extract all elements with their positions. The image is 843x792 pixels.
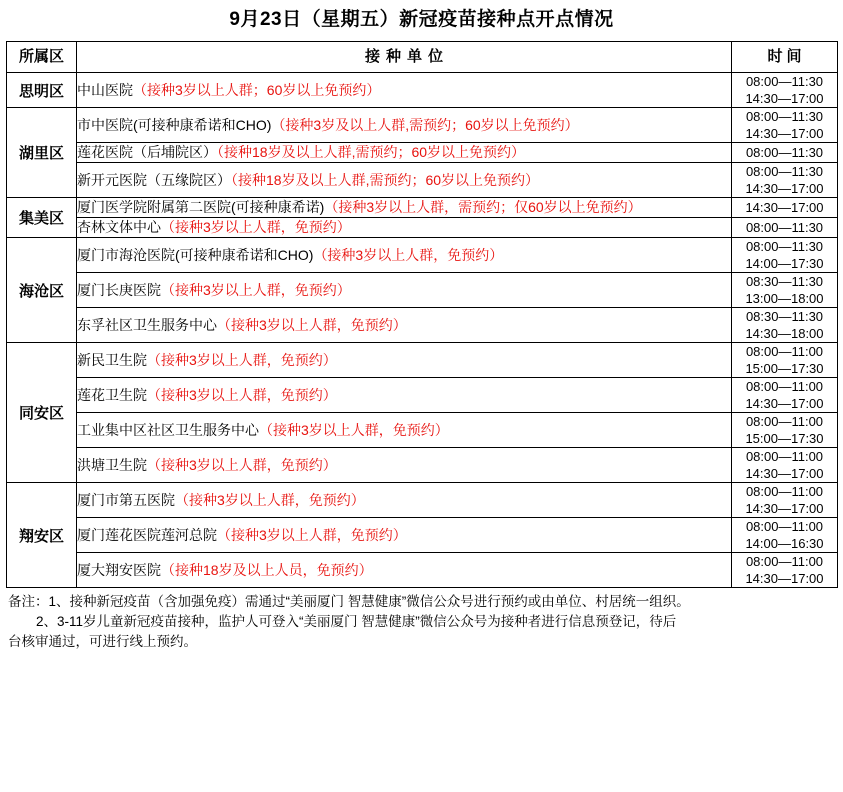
- unit-note: （接种3岁以上人群，免预约）: [217, 316, 407, 333]
- unit-cell: [77, 343, 732, 378]
- unit-name: 工业集中区社区卫生服务中心: [77, 421, 259, 438]
- time-slot: 14:30—17:00: [745, 396, 824, 411]
- unit-note: （接种18岁及以上人群,需预约；60岁以上免预约）: [231, 171, 540, 188]
- time-cell: [732, 238, 838, 273]
- time-cell: [732, 413, 838, 448]
- district-cell: 集美区: [7, 198, 77, 238]
- unit-note: （接种3岁以上人群，需预约；仅60岁以上免预约）: [324, 199, 642, 215]
- time-slot: 08:00—11:00: [745, 379, 824, 394]
- table-row: [7, 553, 838, 588]
- time-cell: [732, 73, 838, 108]
- time-slot: 08:00—11:00: [745, 519, 824, 534]
- time-slot: 08:00—11:00: [745, 449, 824, 464]
- unit-note: （接种3岁以上人群，免预约）: [147, 386, 337, 403]
- table-row: [7, 448, 838, 483]
- district-cell: 同安区: [7, 343, 77, 483]
- unit-cell: [77, 198, 732, 218]
- unit-cell: [77, 238, 732, 273]
- unit-note: （接种3岁以上人群，免预约）: [161, 281, 351, 298]
- column-header-district: 所属区: [7, 42, 77, 73]
- footnote-2: 2、3-11岁儿童新冠疫苗接种，监护人可登入“美丽厦门 智慧健康”微信公众号为接种者进行信息预登记，待后: [36, 614, 677, 629]
- unit-note: （接种3岁以上人群，免预约）: [217, 526, 407, 543]
- time-slot: 14:00—17:30: [745, 256, 824, 271]
- district-cell: 翔安区: [7, 483, 77, 588]
- unit-name: 东孚社区卫生服务中心: [77, 316, 217, 333]
- unit-cell: [77, 273, 732, 308]
- unit-name: 莲花医院（后埔院区）: [77, 144, 217, 160]
- time-cell: [732, 273, 838, 308]
- unit-note: （接种3岁以上人群，免预约）: [161, 219, 351, 235]
- time-cell: [732, 308, 838, 343]
- time-slot: 14:30—17:00: [745, 91, 824, 106]
- time-slot: 08:00—11:30: [745, 239, 824, 254]
- unit-note: （接种3岁以上人群，免预约）: [175, 491, 365, 508]
- table-row: [7, 198, 838, 218]
- footnote-3: 台核审通过，可进行线上预约。: [8, 634, 197, 649]
- time-slot: 08:00—11:00: [745, 344, 824, 359]
- time-slot: 14:30—17:00: [745, 466, 824, 481]
- time-cell: [732, 553, 838, 588]
- unit-name: 厦门医学院附属第二医院(可接种康希诺): [77, 199, 325, 215]
- table-row: [7, 308, 838, 343]
- time-slot: 08:00—11:30: [745, 220, 824, 235]
- table-row: [7, 483, 838, 518]
- table-row: [7, 273, 838, 308]
- time-slot: 08:30—11:30: [745, 274, 824, 289]
- time-slot: 13:00—18:00: [745, 291, 824, 306]
- unit-note: （接种3岁以上人群，免预约）: [313, 246, 504, 263]
- unit-name: 莲花卫生院: [77, 386, 147, 403]
- table-row: [7, 238, 838, 273]
- time-slot: 14:30—17:00: [745, 181, 824, 196]
- time-slot: 14:30—17:00: [745, 571, 824, 586]
- unit-cell: [77, 413, 732, 448]
- time-slot: 08:00—11:00: [745, 554, 824, 569]
- unit-name: 厦门长庚医院: [77, 281, 161, 298]
- time-cell: [732, 378, 838, 413]
- district-cell: 海沧区: [7, 238, 77, 343]
- time-slot: 08:00—11:00: [745, 414, 824, 429]
- unit-note: （接种3岁以上人群，免预约）: [147, 351, 337, 368]
- table-row: [7, 378, 838, 413]
- unit-cell: [77, 378, 732, 413]
- time-slot: 14:30—17:00: [745, 501, 824, 516]
- time-slot: 08:00—11:30: [745, 109, 824, 124]
- time-cell: [732, 143, 838, 163]
- district-cell: 湖里区: [7, 108, 77, 198]
- table-row: [7, 163, 838, 198]
- unit-note: （接种3岁及以上人群,需预约；60岁以上免预约）: [271, 116, 579, 133]
- time-cell: [732, 343, 838, 378]
- footnote-1: 备注：1、接种新冠疫苗（含加强免疫）需通过“美丽厦门 智慧健康”微信公众号进行预约或由单位、村居统一组织。: [8, 594, 690, 609]
- unit-note: （接种18岁及以上人群,需预约；60岁以上免预约）: [217, 144, 526, 160]
- table-body: [7, 73, 838, 588]
- time-slot: 08:00—11:30: [745, 164, 824, 179]
- unit-note: （接种18岁及以上人员，免预约）: [161, 561, 373, 578]
- unit-note: （接种3岁以上人群，免预约）: [147, 456, 337, 473]
- unit-cell: [77, 308, 732, 343]
- footnotes: [6, 588, 837, 652]
- table-row: [7, 343, 838, 378]
- unit-cell: [77, 483, 732, 518]
- unit-name: 厦门市第五医院: [77, 491, 175, 508]
- table-row: [7, 413, 838, 448]
- unit-name: 新开元医院（五缘院区）: [77, 171, 231, 188]
- unit-name: 洪塘卫生院: [77, 456, 147, 473]
- table-row: [7, 73, 838, 108]
- time-slot: 14:30—18:00: [745, 326, 824, 341]
- unit-cell: [77, 143, 732, 163]
- vaccination-schedule-table: [6, 41, 838, 588]
- table-header: [7, 42, 838, 73]
- unit-cell: [77, 218, 732, 238]
- unit-cell: [77, 448, 732, 483]
- table-row: [7, 108, 838, 143]
- time-slot: 15:00—17:30: [745, 361, 824, 376]
- table-row: [7, 518, 838, 553]
- time-cell: [732, 218, 838, 238]
- unit-name: 市中医院(可接种康希诺和CHO): [77, 116, 272, 133]
- unit-name: 杏林文体中心: [77, 219, 161, 235]
- unit-name: 厦大翔安医院: [77, 561, 161, 578]
- time-cell: [732, 198, 838, 218]
- unit-name: 新民卫生院: [77, 351, 147, 368]
- time-cell: [732, 518, 838, 553]
- column-header-time: 时间: [732, 42, 838, 73]
- unit-cell: [77, 73, 732, 108]
- page-title: 9月23日（星期五）新冠疫苗接种点开点情况: [229, 9, 614, 30]
- unit-cell: [77, 553, 732, 588]
- time-slot: 08:00—11:30: [745, 74, 824, 89]
- unit-note: （接种3岁以上人群，免预约）: [259, 421, 449, 438]
- table-header-row: [7, 42, 838, 73]
- time-cell: [732, 448, 838, 483]
- time-slot: 14:30—17:00: [745, 126, 824, 141]
- unit-cell: [77, 163, 732, 198]
- unit-name: 厦门莲花医院莲河总院: [77, 526, 217, 543]
- unit-name: 厦门市海沧医院(可接种康希诺和CHO): [77, 246, 314, 263]
- column-header-unit: 接种单位: [77, 42, 732, 73]
- table-row: [7, 143, 838, 163]
- time-slot: 15:00—17:30: [745, 431, 824, 446]
- time-cell: [732, 163, 838, 198]
- unit-name: 中山医院: [77, 81, 133, 98]
- unit-cell: [77, 518, 732, 553]
- time-slot: 14:00—16:30: [745, 536, 824, 551]
- time-cell: [732, 108, 838, 143]
- time-slot: 08:00—11:00: [745, 484, 824, 499]
- district-cell: 思明区: [7, 73, 77, 108]
- time-slot: 14:30—17:00: [745, 200, 824, 215]
- table-row: [7, 218, 838, 238]
- time-slot: 08:00—11:30: [745, 145, 824, 160]
- unit-note: （接种3岁以上人群；60岁以上免预约）: [133, 81, 381, 98]
- time-slot: 08:30—11:30: [745, 309, 824, 324]
- unit-cell: [77, 108, 732, 143]
- time-cell: [732, 483, 838, 518]
